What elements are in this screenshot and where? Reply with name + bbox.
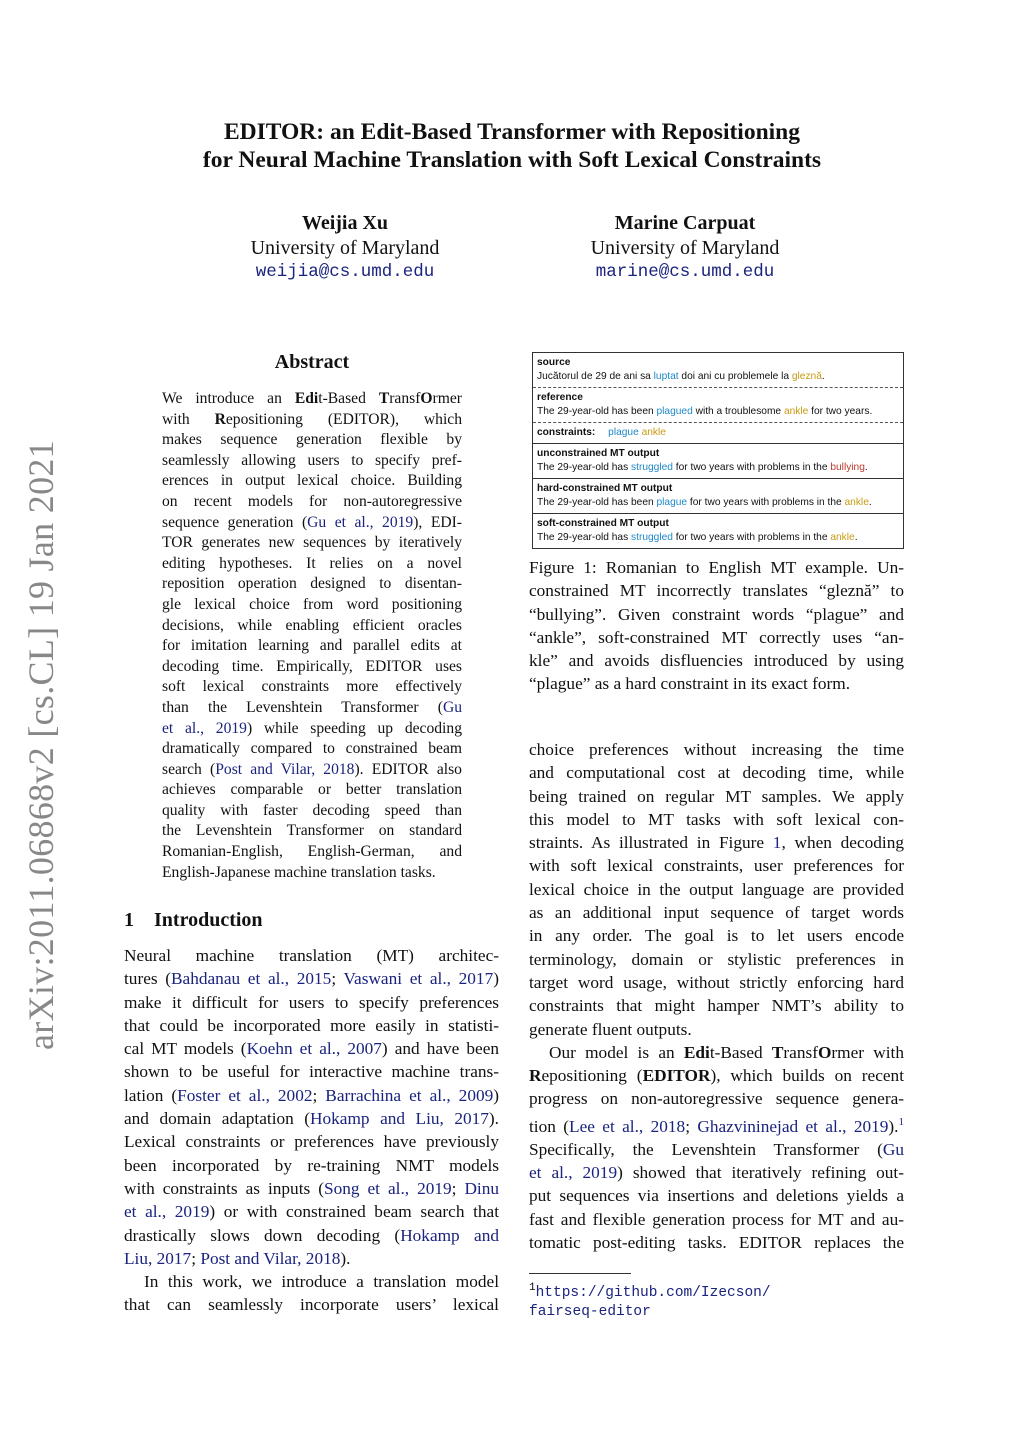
body-line: being trained on regular MT samples. We apply <box>529 786 904 806</box>
author-name: Weijia Xu <box>301 212 389 234</box>
title-line-1: EDITOR: an Edit-Based Transformer with Repositioning <box>223 119 801 145</box>
body-line: Our model is an Edit-Based TransfOrmer with <box>549 1042 904 1062</box>
body-line: lexical choice in the output language are provided <box>529 879 904 899</box>
footnote-number: 1 <box>529 1282 536 1294</box>
body-line: fast and flexible generation process for MT and au- <box>529 1209 904 1229</box>
body-line: generate fluent outputs. <box>529 1019 692 1039</box>
author-block-1 <box>195 211 495 285</box>
body-line: been incorporated by re-training NMT models <box>124 1155 499 1175</box>
body-line: et al., 2019) showed that iteratively refining out- <box>529 1163 904 1183</box>
abstract-line: quality with faster decoding speed than <box>162 801 462 819</box>
body-line: Liu, 2017; Post and Vilar, 2018). <box>124 1248 351 1268</box>
body-line: and domain adaptation (Hokamp and Liu, 2017). <box>124 1109 499 1129</box>
abstract-line: We introduce an Edit-Based TransfOrmer <box>162 390 462 407</box>
section-heading <box>124 909 263 932</box>
abstract-line: English-Japanese machine translation tasks. <box>162 863 436 881</box>
body-line: shown to be useful for interactive machine trans- <box>124 1062 499 1082</box>
abstract-line: erences in output lexical choice. Building <box>162 472 462 490</box>
author-block-2 <box>535 211 835 285</box>
abstract-line: TOR generates new sequences by iteratively <box>162 534 462 552</box>
body-line: choice preferences without increasing the time <box>529 740 904 759</box>
citation-link[interactable]: Hokamp and Liu, 2017 <box>310 1109 489 1129</box>
citation-link[interactable]: Koehn et al., 2007 <box>246 1039 382 1059</box>
citation-link[interactable]: Liu, 2017 <box>124 1248 192 1268</box>
figure-row-source: source Jucătorul de 29 de ani sa luptat doi ani cu problemele la gleznă. <box>537 357 825 382</box>
abstract-line: than the Levenshtein Transformer (Gu <box>162 698 462 716</box>
citation-link[interactable]: et al., 2019 <box>529 1163 618 1183</box>
caption-line: kle” and avoids disfluencies introduced by using <box>529 651 904 671</box>
citation-link[interactable]: Post and Vilar, 2018 <box>200 1248 341 1268</box>
author-email[interactable]: weijia@cs.umd.edu <box>255 262 435 282</box>
figure-row-unconstrained: unconstrained MT output The 29-year-old has struggled for two years with problems in the bullying. <box>533 443 903 478</box>
abstract-line: decisions, while enabling efficient oracles <box>162 616 462 634</box>
abstract-line: decoding time. Empirically, EDITOR uses <box>162 657 462 675</box>
body-line: that could be incorporated more easily in statisti- <box>124 1015 499 1035</box>
body-line: terminology, domain or stylistic preferences in <box>529 949 904 969</box>
author-affiliation: University of Maryland <box>590 236 780 259</box>
citation-link[interactable]: Vaswani et al., 2017 <box>343 969 494 989</box>
abstract-line: et al., 2019) while speeding up decoding <box>162 719 462 737</box>
citation-link[interactable]: Gu <box>882 1139 904 1159</box>
section-number: 1 <box>124 909 134 931</box>
abstract-heading: Abstract <box>274 351 350 373</box>
body-line: as an additional input sequence of target words <box>529 903 904 923</box>
body-line: Lexical constraints or preferences have previously <box>124 1132 499 1152</box>
body-line: with constraints as inputs (Song et al., 2019; Dinu <box>124 1178 500 1198</box>
author-name: Marine Carpuat <box>614 212 756 234</box>
body-line: straints. As illustrated in Figure 1, when decoding <box>529 833 904 853</box>
citation-link[interactable]: Bahdanau et al., 2015 <box>171 969 332 989</box>
body-line: tures (Bahdanau et al., 2015; Vaswani et al., 2017) <box>124 969 499 989</box>
figure-row-constraints: constraints: plague ankle <box>533 422 903 443</box>
citation-link[interactable]: Lee et al., 2018 <box>569 1116 686 1136</box>
citation-link[interactable]: et al., 2019 <box>162 719 247 737</box>
abstract-line: with Repositioning (EDITOR), which <box>162 410 462 428</box>
figure-1-table <box>532 352 904 549</box>
abstract-line: seamlessly allowing users to specify pref- <box>162 451 462 469</box>
abstract-line: on recent models for non-autoregressive <box>162 492 462 510</box>
figure-caption <box>529 556 904 696</box>
caption-line: “ankle”, soft-constrained MT correctly uses “an- <box>529 627 904 647</box>
citation-link[interactable]: Gu <box>442 698 462 716</box>
arxiv-stamp: arXiv:2011.06868v2 [cs.CL] 19 Jan 2021 <box>21 440 61 1050</box>
footnote-url-link[interactable]: https://github.com/Izecson/ <box>535 1284 771 1301</box>
right-column-text <box>529 738 904 1254</box>
paper-title <box>120 118 904 174</box>
body-line: Specifically, the Levenshtein Transformer (Gu <box>529 1139 904 1159</box>
abstract-line: sequence generation (Gu et al., 2019), EDI- <box>162 513 462 531</box>
body-line: In this work, we introduce a translation model <box>144 1272 499 1292</box>
citation-link[interactable]: Barrachina et al., 2009 <box>325 1085 494 1105</box>
footnote-marker[interactable]: 1 <box>898 1115 904 1128</box>
abstract-line: editing hypotheses. It relies on a novel <box>162 554 462 572</box>
figure-row-reference: reference The 29-year-old has been plagued with a troublesome ankle for two years. <box>533 387 903 422</box>
author-affiliation: University of Maryland <box>250 236 440 259</box>
abstract-line: Romanian-English, English-German, and <box>162 843 462 861</box>
body-line: this model to MT tasks with soft lexical con- <box>529 809 904 829</box>
section-title: Introduction <box>154 909 263 931</box>
figure-ref-link[interactable]: 1 <box>772 833 782 853</box>
caption-line: “plague” as a hard constraint in its exact form. <box>529 674 851 694</box>
abstract-line: the Levenshtein Transformer on standard <box>162 822 462 840</box>
abstract-line: search (Post and Vilar, 2018). EDITOR also <box>162 760 462 778</box>
body-line: et al., 2019) or with constrained beam search that <box>124 1202 499 1222</box>
figure-row-hard-constrained: hard-constrained MT output The 29-year-old has been plague for two years with problems in the ankle. <box>533 478 903 513</box>
footnote-divider <box>529 1273 631 1274</box>
citation-link[interactable]: Gu et al., 2019 <box>307 513 414 531</box>
abstract-line: reposition operation designed to disentan- <box>162 575 462 593</box>
body-line: cal MT models (Koehn et al., 2007) and have been <box>124 1039 499 1059</box>
citation-link[interactable]: Foster et al., 2002 <box>177 1085 313 1105</box>
citation-link[interactable]: Hokamp and <box>400 1225 499 1245</box>
body-line: and computational cost at decoding time, while <box>529 763 904 783</box>
title-line-2: for Neural Machine Translation with Soft Lexical Constraints <box>202 147 822 173</box>
body-line: with soft lexical constraints, user preferences for <box>529 856 904 876</box>
body-line: in any order. The goal is to let users encode <box>529 926 904 946</box>
abstract-line: gle lexical choice from word positioning <box>162 595 462 613</box>
author-email[interactable]: marine@cs.umd.edu <box>595 262 775 282</box>
body-line: constraints that might hamper NMT’s ability to <box>529 996 904 1016</box>
citation-link[interactable]: Song et al., 2019 <box>323 1178 452 1198</box>
abstract-line: soft lexical constraints more effectively <box>162 678 462 696</box>
footnote-url-link[interactable]: fairseq-editor <box>529 1304 651 1321</box>
body-line: that can seamlessly incorporate users’ lexical <box>124 1295 499 1315</box>
body-line: make it difficult for users to specify preferences <box>124 992 499 1012</box>
abstract-line: dramatically compared to constrained beam <box>162 740 462 758</box>
caption-line: “bullying”. Given constraint words “plague” and <box>529 604 904 624</box>
body-line: lation (Foster et al., 2002; Barrachina et al., 2009) <box>124 1085 500 1105</box>
caption-line: Figure 1: Romanian to English MT example. Un- <box>529 558 904 577</box>
caption-line: constrained MT incorrectly translates “gleznă” to <box>529 581 904 601</box>
body-line: tomatic post-editing tasks. EDITOR replaces the <box>529 1233 904 1252</box>
citation-link[interactable]: Post and Vilar, 2018 <box>215 760 355 778</box>
body-line: target word usage, without strictly enforcing hard <box>529 972 904 992</box>
body-line: Repositioning (EDITOR), which builds on recent <box>529 1066 904 1086</box>
intro-text <box>124 944 499 1317</box>
abstract-line: for imitation learning and parallel edits at <box>162 637 462 655</box>
footnote <box>529 1279 771 1323</box>
body-line: Neural machine translation (MT) architec- <box>124 946 499 965</box>
citation-link[interactable]: Dinu <box>464 1178 500 1198</box>
citation-link[interactable]: et al., 2019 <box>124 1202 210 1222</box>
body-line: progress on non-autoregressive sequence genera- <box>529 1089 904 1109</box>
figure-row-soft-constrained: soft-constrained MT output The 29-year-old has struggled for two years with problems in the ankle. <box>533 513 903 548</box>
abstract-line: makes sequence generation flexible by <box>162 431 462 449</box>
body-line: drastically slows down decoding (Hokamp and <box>124 1225 499 1245</box>
abstract-text <box>162 389 462 883</box>
body-line: tion (Lee et al., 2018; Ghazvininejad et al., 2019).$^1$ <box>529 1115 904 1136</box>
citation-link[interactable]: Ghazvininejad et al., 2019 <box>697 1116 889 1136</box>
abstract-line: achieves comparable or better translation <box>162 781 462 799</box>
body-line: put sequences via insertions and deletions yields a <box>529 1186 904 1206</box>
